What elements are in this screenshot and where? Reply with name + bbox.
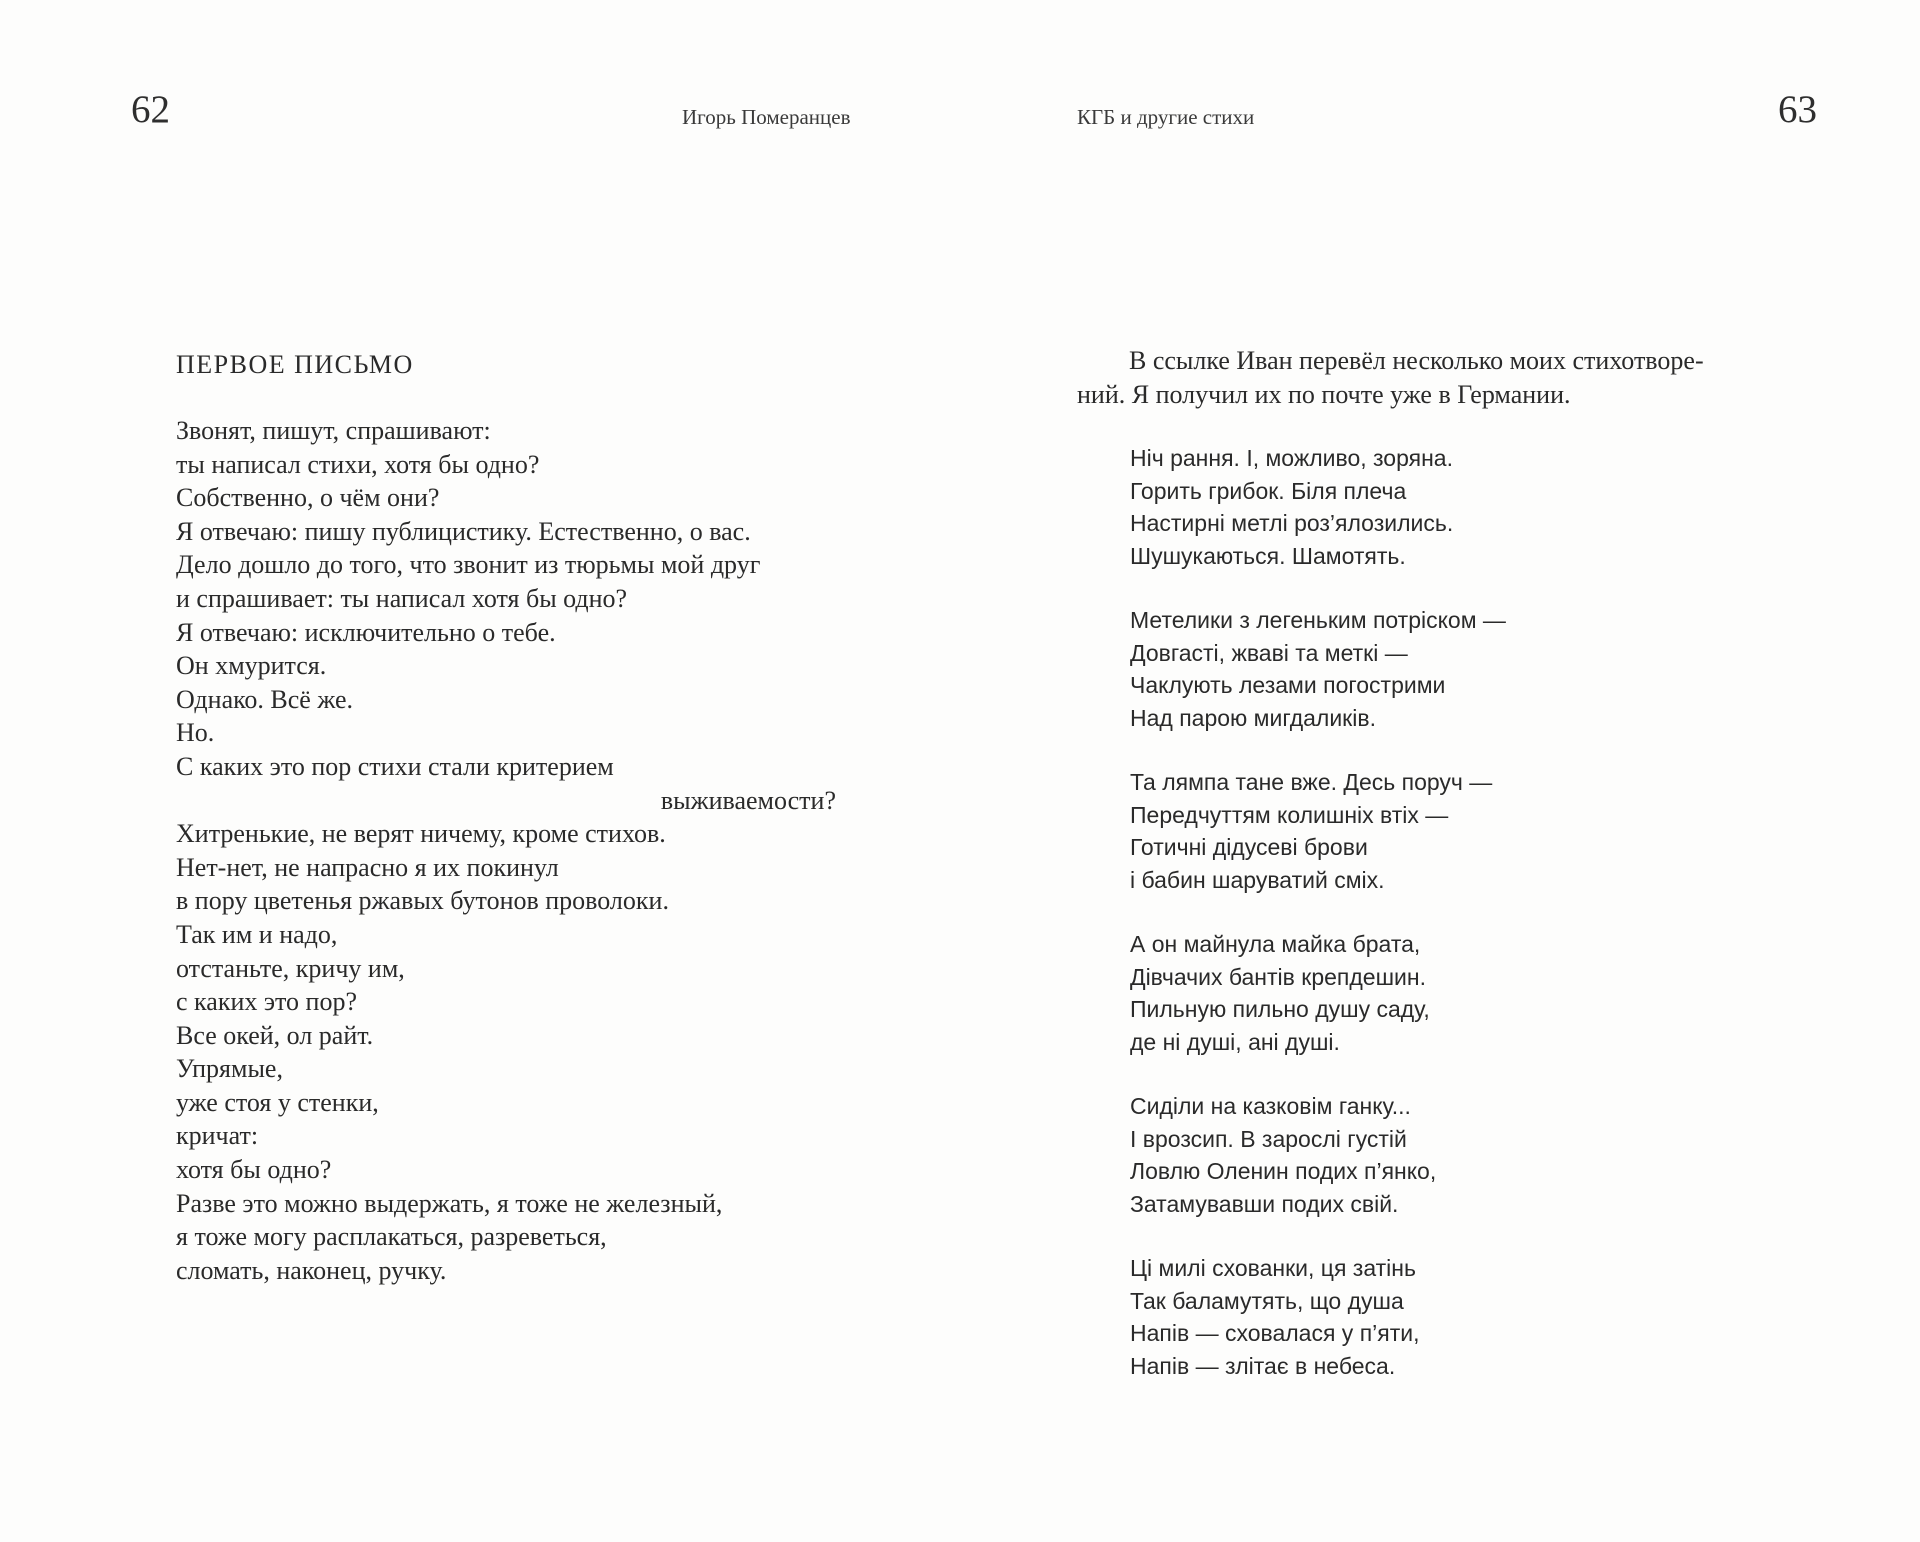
poem-line: С каких это пор стихи стали критерием xyxy=(176,751,614,781)
poem-line: ты написал стихи, хотя бы одно? xyxy=(176,449,540,479)
poem-body xyxy=(176,414,836,1287)
stanza-line: Шушукаються. Шамотять. xyxy=(1130,542,1406,569)
poem-line: Однако. Всё же. xyxy=(176,684,354,714)
page-number-right: 63 xyxy=(1778,88,1817,131)
stanza-line: Готичні дідусеві брови xyxy=(1130,834,1368,860)
poem-line: Собственно, о чём они? xyxy=(176,483,440,513)
poem-line: Так им и надо, xyxy=(176,919,338,949)
poem-line: Но. xyxy=(176,718,215,748)
stanza-line: Ці милі схованки, ця затінь xyxy=(1130,1255,1416,1281)
stanza-line: Напів — злітає в небеса. xyxy=(1130,1352,1396,1379)
intro-line: В ссылке Иван перевёл несколько моих стихотворе- xyxy=(1129,346,1704,375)
stanza-line: Напів — сховалася у п’яти, xyxy=(1130,1320,1420,1346)
stanza xyxy=(1130,604,1830,734)
stanza xyxy=(1130,442,1830,572)
translated-poem xyxy=(1130,442,1830,1414)
poem-line: отстаньте, кричу им, xyxy=(176,953,405,983)
poem-line: Он хмурится. xyxy=(176,651,327,681)
stanza-line: А он майнула майка брата, xyxy=(1130,931,1421,957)
poem-line: с каких это пор? xyxy=(176,987,357,1017)
poem-title: ПЕРВОЕ ПИСЬМО xyxy=(176,350,414,379)
page-number-left: 62 xyxy=(131,88,170,131)
stanza-line: Пильную пильно душу саду, xyxy=(1130,996,1430,1022)
running-head-book-title: КГБ и другие стихи xyxy=(1077,105,1255,129)
stanza-line: Горить грибок. Біля плеча xyxy=(1130,477,1407,504)
poem-line: Все окей, ол райт. xyxy=(176,1020,374,1050)
intro-paragraph xyxy=(1077,344,1825,412)
poem-line: я тоже могу расплакаться, разреветься, xyxy=(176,1222,607,1252)
stanza-line: і бабин шаруватий сміх. xyxy=(1130,866,1385,893)
stanza-line: Над парою мигдаликів. xyxy=(1130,704,1376,731)
stanza-line: Ніч рання. І, можливо, зоряна. xyxy=(1130,445,1453,471)
poem-line: Я отвечаю: пишу публицистику. Естественно, о вас. xyxy=(176,516,751,546)
stanza-line: Довгасті, жваві та меткі — xyxy=(1130,639,1408,666)
poem-line: Разве это можно выдержать, я тоже не железный, xyxy=(176,1188,723,1218)
poem-line: Звонят, пишут, спрашивают: xyxy=(176,416,491,445)
poem-line: Упрямые, xyxy=(176,1054,283,1084)
poem-line: в пору цветенья ржавых бутонов проволоки. xyxy=(176,886,669,916)
running-head-author: Игорь Померанцев xyxy=(682,105,851,129)
poem-line: хотя бы одно? xyxy=(176,1155,332,1185)
stanza-line: Так баламутять, що душа xyxy=(1130,1287,1404,1314)
stanza-line: де ні душі, ані душі. xyxy=(1130,1028,1340,1055)
poem-line: выживаемости? xyxy=(660,785,836,815)
stanza-line: Затамувавши подих свій. xyxy=(1130,1190,1399,1217)
poem-line: сломать, наконец, ручку. xyxy=(176,1255,447,1285)
stanza-line: Чаклують лезами погострими xyxy=(1130,672,1446,698)
stanza-line: Дівчачих бантів крепдешин. xyxy=(1130,963,1426,990)
poem-line: Дело дошло до того, что звонит из тюрьмы мой друг xyxy=(176,550,761,580)
stanza xyxy=(1130,928,1830,1058)
intro-line: ний. Я получил их по почте уже в Германии. xyxy=(1077,380,1571,409)
poem-line: кричат: xyxy=(176,1121,259,1151)
poem-line: уже стоя у стенки, xyxy=(176,1087,379,1117)
stanza-line: Ловлю Оленин подих п’янко, xyxy=(1130,1158,1437,1184)
stanza-line: Настирні метлі роз’ялозились. xyxy=(1130,510,1454,536)
stanza-line: Передчуттям колишніх втіх — xyxy=(1130,801,1449,828)
stanza xyxy=(1130,766,1830,896)
poem-line: Нет-нет, не напрасно я их покинул xyxy=(176,852,559,882)
stanza-line: Та лямпа тане вже. Десь поруч — xyxy=(1130,769,1493,795)
stanza xyxy=(1130,1252,1830,1382)
poem-line: и спрашивает: ты написал хотя бы одно? xyxy=(176,583,628,613)
stanza-line: І врозсип. В зарослі густій xyxy=(1130,1125,1407,1152)
stanza xyxy=(1130,1090,1830,1220)
poem-line: Я отвечаю: исключительно о тебе. xyxy=(176,617,556,647)
poem-line: Хитренькие, не верят ничему, кроме стихов. xyxy=(176,819,666,849)
stanza-line: Метелики з легеньким потріском — xyxy=(1130,607,1506,633)
stanza-line: Сиділи на казковім ганку... xyxy=(1130,1093,1411,1119)
